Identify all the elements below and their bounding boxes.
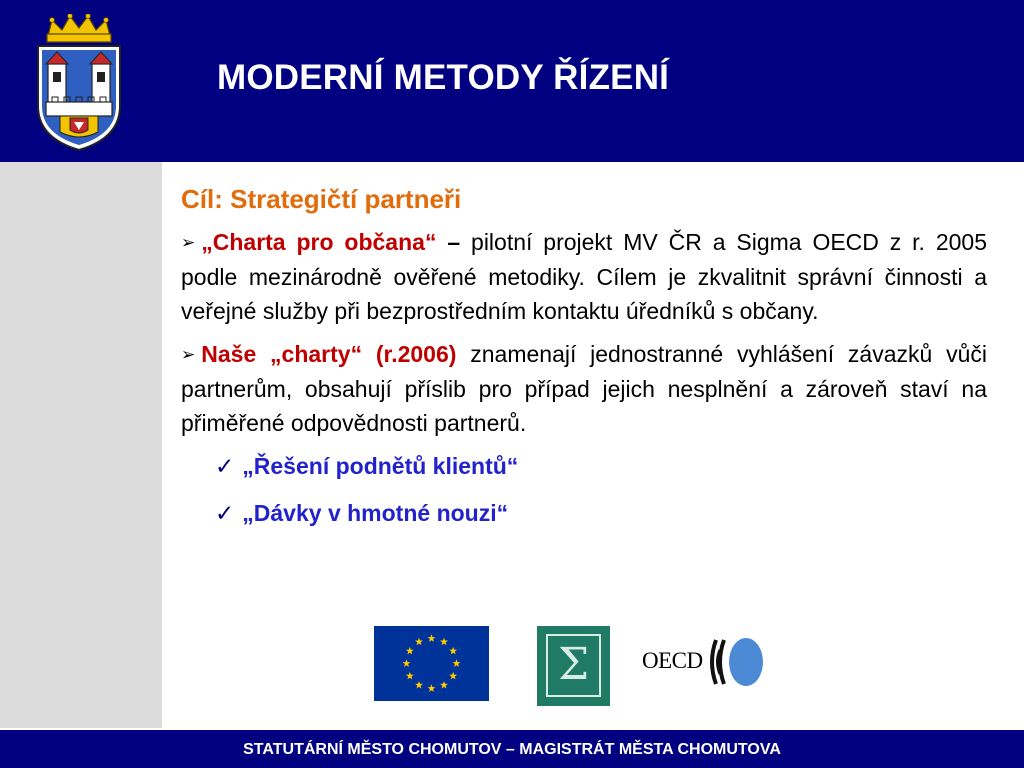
check-item-client-suggestions xyxy=(215,449,987,483)
oecd-label: OECD xyxy=(642,648,703,673)
charter-emphasis: „Charta pro občana“ xyxy=(201,229,437,255)
check-item-label: „Dávky v hmotné nouzi“ xyxy=(242,500,509,526)
check-mark-icon: ✓ xyxy=(215,453,235,479)
header-bar xyxy=(0,0,1024,162)
check-item-label: „Řešení podnětů klientů“ xyxy=(242,453,519,479)
footer-bar xyxy=(0,728,1024,768)
check-item-material-need xyxy=(215,496,987,530)
oecd-mark-icon xyxy=(706,632,766,692)
our-charters-text: znamenají jednostranné vyhlášení závazků vůči partnerům, obsahují příslib pro případ jejich nesplnění a zároveň staví na přiměřené odpovědnosti partnerů. xyxy=(181,341,987,436)
page-title: MODERNÍ METODY ŘÍZENÍ xyxy=(217,58,670,97)
section-heading: Cíl: Strategičtí partneři xyxy=(181,184,462,214)
check-mark-icon: ✓ xyxy=(215,500,235,526)
left-sidebar xyxy=(0,162,162,728)
arrow-bullet-icon: ➢ xyxy=(181,233,196,252)
arrow-bullet-icon: ➢ xyxy=(181,345,196,364)
bullet-item-our-charters xyxy=(181,337,987,440)
eu-flag-logo xyxy=(374,626,489,701)
city-crest-icon xyxy=(32,14,126,152)
charter-dash: – xyxy=(447,229,461,255)
footer-text: STATUTÁRNÍ MĚSTO CHOMUTOV – MAGISTRÁT MĚSTA CHOMUTOVA xyxy=(243,741,781,758)
sigma-glyph: Σ xyxy=(546,634,601,697)
our-charters-emphasis: Naše „charty“ (r.2006) xyxy=(201,341,457,367)
oecd-logo xyxy=(642,632,767,692)
sigma-logo xyxy=(537,626,610,706)
bullet-item-charter xyxy=(181,225,987,328)
main-content xyxy=(181,182,987,543)
charter-text: pilotní projekt MV ČR a Sigma OECD z r. 2005 podle mezinárodně ověřené metodiky. Cílem je zkvalitnit správní činnosti a veřejné služby při bezprostředním kontaktu úředníků s občany. xyxy=(181,229,987,324)
